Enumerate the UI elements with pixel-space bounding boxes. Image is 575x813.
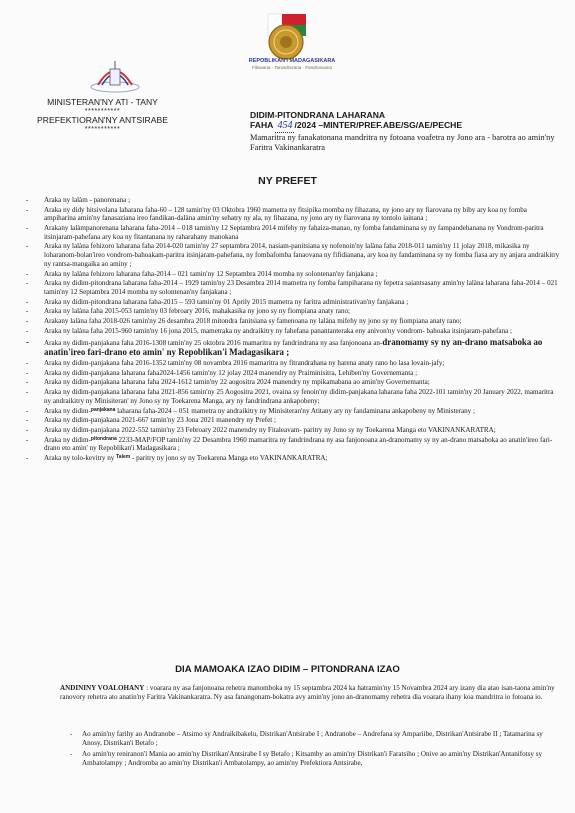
republic-motto: Fitiavana - Tanindrazana - Fandrosoana [252,65,332,70]
decree-title: DIDIM-PITONDRANA LAHARANA [250,110,386,120]
ministry-name: MINISTERAN'NY ATI - TANY [47,97,158,107]
zone-list [70,730,562,770]
visa-list [22,196,560,464]
visa-text: Araka ny didim-panjakana faha 2016-1308 tamin'ny 25 oktobra 2016 mamaritra ny fandrindrana ny asa fanjonoana an- [44,338,383,347]
decree-number-line [250,120,570,133]
visa-item: - Araka ny lalàna fehizoro laharana faha-2014 – 021 tamin'ny 12 Septambra 2014 momba ny solontenan'ny fanjakana ; [22,270,560,279]
visa-item: - Araka ny lalàna fehizoro laharana faha 2014-020 tamin'ny 27 septambra 2014, nasiam-panitsiana sy nofenoin'ny lalàna faha 2018-011 tamin'ny 11 jolay 2018, mikasika ny loharanom-bolan'ireo vondrom-bahoakam-paritra itsinjaram-pahefana, ny fombafomba fanaovana ny fifidianana, ary koa ny fandaminana sy ny fomba fiasa ary ny anjara andraikitry ny rantsa-mangaika ao aminy ; [22,242,560,268]
article-1 [60,684,560,702]
visa-stamp-word: pitondrana [90,435,117,442]
visa-item: - Araka ny lalàna faha 2015-053 tamin'ny 03 febroary 2016, mahakasika ny jono sy ny fiompiana anaty rano; [22,307,560,316]
visa-item [22,454,560,463]
issuer-block [20,98,185,133]
visa-item: - Araka ny didim-panjakana laharana faha 2021-856 tamin'ny 25 Aogositra 2021, ovaina sy fenoin'ny didim-panjakana laharana faha 2022-101 tamin'ny 20 January 2022, mamaritra ny andraikitry ny Minisiteran' ny Jono sy ny Toekarena Manga, ary ny fandrindrana ankapobeny; [22,388,560,405]
visa-item: - Araka ny didy hitsivolana laharana faha-60 – 128 tamin'ny 03 Oktobra 1960 mametra ny fitsipika momba ny fihazana, ny jono ary ny fiarovana ny biby ary koa ny fomba ampiharina amin'ny fanasaziana ireo fandikan-dalàna amin'ny sehatry ny ala, ny fihazana, ny jono ary ny fiarovana ny tontolo iainana ; [22,206,560,223]
visa-item: - Araka ny didim-panjakana 2021-667 tamin'ny 23 Jona 2021 manendry ny Prefet ; [22,416,560,425]
visa-stamp-word: panjakana [90,406,116,413]
prefet-heading: NY PREFET [258,175,317,187]
visa-item: - Araka ny didim-pitondrana laharana faha-2014 – 1929 tamin'ny 23 Desambra 2014 mametra ny fomba fampiharana ny fepetra saiantsasany amin'ny lalàna laharana faha-2014 – 021 tamin'ny 12 Septambra 2014 momba ny solontenan'ny fanjakana ; [22,279,560,296]
visa-item: - Arakany lalàna faha 2018-026 tamin'ny 26 desambra 2018 mitondra fanitsiana sy famenoana ny lalàna mifehy ny jono sy ny fiompiana anaty rano; [22,317,560,326]
visa-item: - Araka ny lalàm - panorenana ; [22,196,560,205]
article-1-label: ANDININY VOALOHANY [60,684,145,692]
visa-text: Araka ny didim- [44,406,91,415]
prefecture-stars: *********** [84,125,121,133]
visa-text: 2233-MAP/FOP tamin'ny 22 Desambra 1960 mamaritra ny fandrindrana ny asa fanjonoana an-dranomamy sy ny an-drano matsaboka ao anatin'ireo fari-drano eto amin' ny Repoblikan'i Madagasikara ; [44,435,553,453]
visa-item [22,337,560,358]
decree-reference-block [250,110,570,153]
ministry-stars: *********** [84,107,121,115]
visa-text: - paritry ny jono sy ny Toekarena Manga eto VAKINANKARATRA; [130,454,328,463]
decree-number: 454 [277,120,293,132]
visa-text: laharana faha-2024 – 051 mametra ny andraikitry ny Minisiteran'ny Atitany ary ny fandaminana ankapobeny ny Ministerany ; [115,406,475,415]
article-1-text: : voarara ny asa fanjonoana rehetra manomboka ny 15 septambra 2024 ka hatramin'ny 15 Novambra 2024 ary izany dia atao isan-taona amin'ny ranovory rehetra ato anatin'ny Faritra Vakinankaratra. Ny asa fanangonam-bokatra avy amin'ny jono an-dranomamy rehetra dia voarara ihany koa mandritra io fotoana io. [60,684,555,702]
prefecture-name: PREFEKTIORAN'NY ANTSIRABE [37,114,168,125]
visa-item: - Araka ny didim-panjakana 2022-552 tamin'ny 23 Febroary 2022 manendry ny Fitaleavam- paritry ny Jono sy ny Toekarena Manga eto VAKINANKARATRA; [22,426,560,435]
zone-item: - Ao amin'ny farihy ao Andranobe – Atsimo sy Andraikibakelu, Distrikan'Antsirabe I ; Andranobe – Andrefana sy Ampariibe, Distrikan'Antsirabe II ; Tatamarina sy Anosy, Distrikan'i Betafo ; [70,730,562,748]
visa-item: - Araka ny didim-panjakana laharana faha2024-1456 tamin'ny 12 jolay 2024 manendry ny Praiminisitra, Lehiben'ny Governemanta ; [22,369,560,378]
zone-item: - Ao amin'ny reniranon'i Mania ao amin'ny Distrikan'Antsirabe I sy Betafo ; Kitsamby ao amin'ny Distrikan'i Faratsiho ; Onive ao amin'ny Distrikan'Antanifotsy sy Ambatolampy ; Andromba ao amin'ny Distrikan'i Ambatolampy, ao amin'ny Prefektiora Antsirabe, [70,750,562,768]
ministry-emblem-icon [90,55,140,95]
visa-text: Araka ny tolo-kevitry ny [44,454,117,463]
visa-item: - Araka ny didim-pitondrana laharana faha-2015 – 593 tamin'ny 01 Aprily 2015 mametra ny faritra administrativan'ny fanjakana ; [22,298,560,307]
decision-heading: DIA MAMOAKA IZAO DIDIM – PITONDRANA IZAO [175,664,400,675]
visa-item: - Arakany lalàmpanorenana laharana faha-2014 – 018 tamin'ny 12 Septambra 2014 mifehy ny fahaiza-manao, ny fomba fandaminana sy ny fampandehanana ny Vondrom-paritra itsinjaram-pahefana ary koa ny fitantanana ny raharahany manokana [22,224,560,241]
republic-title: REPOBLIKAN'I MADAGASIKARA [248,58,336,64]
republic-seal-icon [258,12,314,62]
visa-stamp-word: Talem [116,454,131,461]
visa-item [22,407,560,416]
faha-label: FAHA [250,120,274,131]
visa-text-bold: dranomamy sy ny an-drano matsaboka ao anatin'ireo fari-drano eto amin' ny Repoblikan'i Madagasikara ; [44,336,543,358]
visa-item: - Araka ny didim-panjakana laharana faha 2024-1612 tamin'ny 22 aogositra 2024 manendry ny mpikamabana ao amin'ny Governemanta; [22,378,560,387]
decree-suffix: /2024 –MINTER/PREF.ABE/SG/AE/PECHE [294,120,463,131]
decree-subject: Mamaritra ny fanakatonana mandritra ny fotoana voafetra ny Jono ara - barotra ao amin'ny Faritra Vakinankaratra [250,132,555,152]
visa-item [22,436,560,453]
visa-item: - Araka ny lalàna faha 2015-960 tamin'ny 16 jona 2015, mametraka ny andraikitry ny fahefana panantanteraka eny anivon'ny vondrom- bahoaka itsinjaram-pahefana ; [22,327,560,336]
visa-item: - Araka ny didim-panjakana faha 2016-1352 tamin'ny 08 novambra 2016 mamaritra ny fitrandrahana ny harena anaty rano ho lasa lovain-jafy; [22,359,560,368]
visa-text: Araka ny didim- [44,435,91,444]
